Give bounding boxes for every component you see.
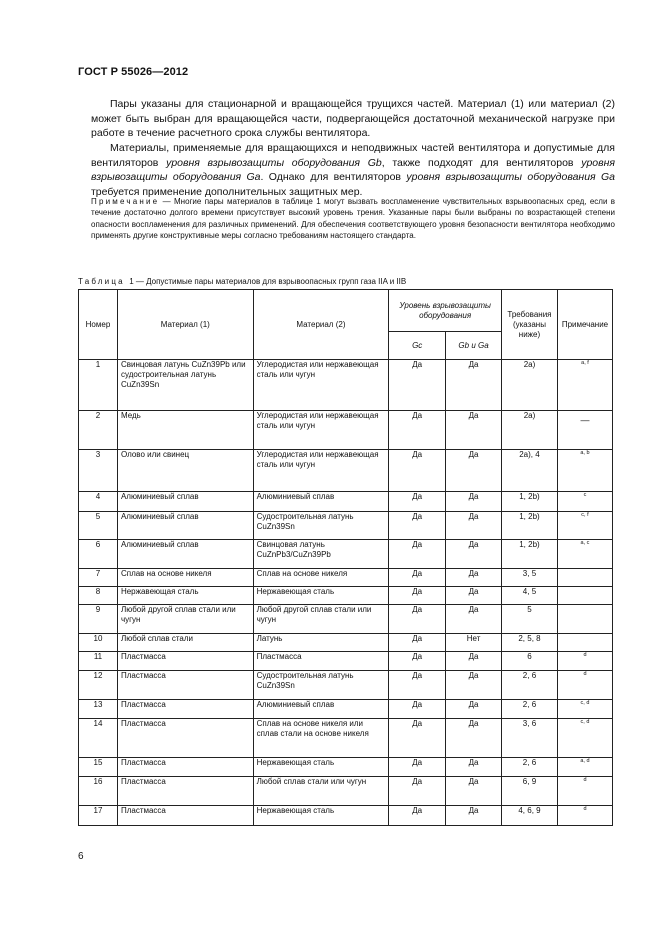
header-material-2: Материал (2) — [253, 290, 389, 360]
row-material-2: Судостроительная латунь CuZn39Sn — [253, 671, 389, 700]
row-note: c, f — [557, 512, 612, 540]
row-requirements: 3, 6 — [501, 719, 557, 758]
table-caption-text: 1 — Допустимые пары материалов для взрывоопасных групп газа IIA и IIB — [129, 277, 407, 286]
row-gb-ga: Да — [446, 540, 502, 569]
row-requirements: 1, 2b) — [501, 492, 557, 512]
row-note: d — [557, 652, 612, 671]
table-caption — [78, 277, 406, 286]
table-row — [79, 671, 613, 700]
row-material-2: Нержавеющая сталь — [253, 587, 389, 605]
row-material-1: Пластмасса — [117, 700, 253, 719]
header-material-1: Материал (1) — [117, 290, 253, 360]
row-note: d — [557, 777, 612, 806]
row-material-1: Пластмасса — [117, 719, 253, 758]
table-row — [79, 512, 613, 540]
header-gc: Gc — [389, 332, 446, 360]
row-requirements: 4, 5 — [501, 587, 557, 605]
row-requirements: 2, 6 — [501, 671, 557, 700]
row-material-2: Судостроительная латунь CuZn39Sn — [253, 512, 389, 540]
row-requirements: 2а) — [501, 411, 557, 450]
row-gc: Да — [389, 450, 446, 492]
row-gb-ga: Да — [446, 492, 502, 512]
table-row — [79, 652, 613, 671]
row-gb-ga: Да — [446, 671, 502, 700]
row-material-1: Нержавеющая сталь — [117, 587, 253, 605]
row-requirements: 2, 6 — [501, 758, 557, 777]
row-gb-ga: Да — [446, 758, 502, 777]
row-gb-ga: Да — [446, 700, 502, 719]
row-note — [557, 569, 612, 587]
row-note: c, d — [557, 700, 612, 719]
row-gb-ga: Да — [446, 652, 502, 671]
row-material-2: Углеродистая или нержавеющая сталь или чугун — [253, 450, 389, 492]
row-gb-ga: Да — [446, 450, 502, 492]
materials-table — [78, 289, 613, 826]
row-number: 9 — [79, 605, 118, 634]
row-gc: Да — [389, 569, 446, 587]
row-note: a, d — [557, 758, 612, 777]
row-number: 6 — [79, 540, 118, 569]
table-row — [79, 700, 613, 719]
row-requirements: 3, 5 — [501, 569, 557, 587]
row-material-1: Пластмасса — [117, 671, 253, 700]
table-row — [79, 758, 613, 777]
row-gb-ga: Да — [446, 806, 502, 826]
table-row — [79, 605, 613, 634]
document-header: ГОСТ Р 55026—2012 — [78, 66, 189, 78]
row-material-1: Любой сплав стали — [117, 634, 253, 652]
row-number: 12 — [79, 671, 118, 700]
row-note — [557, 634, 612, 652]
row-material-2: Нержавеющая сталь — [253, 758, 389, 777]
table-row — [79, 569, 613, 587]
header-note: Примечание — [557, 290, 612, 360]
table-row — [79, 411, 613, 450]
row-number: 11 — [79, 652, 118, 671]
row-gb-ga: Нет — [446, 634, 502, 652]
row-gc: Да — [389, 512, 446, 540]
row-material-1: Алюминиевый сплав — [117, 492, 253, 512]
header-gb-ga: Gb и Ga — [446, 332, 502, 360]
row-gc: Да — [389, 719, 446, 758]
table-row — [79, 492, 613, 512]
table-row — [79, 634, 613, 652]
row-requirements: 2а), 4 — [501, 450, 557, 492]
row-material-2: Любой сплав стали или чугун — [253, 777, 389, 806]
row-material-2: Пластмасса — [253, 652, 389, 671]
row-material-2: Углеродистая или нержавеющая сталь или чугун — [253, 360, 389, 411]
row-number: 5 — [79, 512, 118, 540]
row-gb-ga: Да — [446, 360, 502, 411]
row-note: c — [557, 492, 612, 512]
row-gc: Да — [389, 700, 446, 719]
row-material-2: Сплав на основе никеля или сплав стали на основе никеля — [253, 719, 389, 758]
row-gc: Да — [389, 806, 446, 826]
table-row — [79, 587, 613, 605]
table-row — [79, 450, 613, 492]
row-requirements: 6 — [501, 652, 557, 671]
row-number: 13 — [79, 700, 118, 719]
row-requirements: 5 — [501, 605, 557, 634]
row-note — [557, 587, 612, 605]
row-number: 1 — [79, 360, 118, 411]
table-row — [79, 540, 613, 569]
row-gc: Да — [389, 411, 446, 450]
row-gc: Да — [389, 605, 446, 634]
table-row — [79, 719, 613, 758]
row-number: 2 — [79, 411, 118, 450]
note-text: — Многие пары материалов в таблице 1 могут вызвать воспламенение чувствительных взрывоопасных сред, если в течение достаточно долгого времени присутствует высокий уровень трения. Указанные пары были выбраны по возрастающей степени опасности воспламенения для различных применений. Для обеспечения соответствующего уровня безопасности вентилятора необходимо применять другие конструктивные меры согласно требованиям настоящего стандарта. — [91, 197, 615, 240]
row-material-1: Пластмасса — [117, 777, 253, 806]
row-material-2: Алюминиевый сплав — [253, 492, 389, 512]
row-material-1: Свинцовая латунь CuZn39Pb или судостроительная латунь CuZn39Sn — [117, 360, 253, 411]
row-requirements: 6, 9 — [501, 777, 557, 806]
row-material-1: Медь — [117, 411, 253, 450]
row-material-2: Любой другой сплав стали или чугун — [253, 605, 389, 634]
row-requirements: 2а) — [501, 360, 557, 411]
row-material-1: Сплав на основе никеля — [117, 569, 253, 587]
row-note: d — [557, 671, 612, 700]
row-number: 17 — [79, 806, 118, 826]
row-material-1: Алюминиевый сплав — [117, 540, 253, 569]
row-gb-ga: Да — [446, 411, 502, 450]
row-note: a, c — [557, 540, 612, 569]
row-requirements: 2, 6 — [501, 700, 557, 719]
row-material-1: Пластмасса — [117, 758, 253, 777]
row-gc: Да — [389, 587, 446, 605]
row-gb-ga: Да — [446, 605, 502, 634]
row-material-2: Свинцовая латунь CuZnPb3/CuZn39Pb — [253, 540, 389, 569]
row-gb-ga: Да — [446, 719, 502, 758]
row-number: 16 — [79, 777, 118, 806]
row-material-2: Алюминиевый сплав — [253, 700, 389, 719]
row-gc: Да — [389, 540, 446, 569]
row-requirements: 2, 5, 8 — [501, 634, 557, 652]
row-number: 10 — [79, 634, 118, 652]
row-material-1: Пластмасса — [117, 806, 253, 826]
row-note — [557, 605, 612, 634]
row-requirements: 1, 2b) — [501, 512, 557, 540]
row-material-1: Олово или свинец — [117, 450, 253, 492]
header-number: Номер — [79, 290, 118, 360]
row-note: c, d — [557, 719, 612, 758]
row-note: — — [557, 411, 612, 450]
row-number: 14 — [79, 719, 118, 758]
row-gb-ga: Да — [446, 587, 502, 605]
note-label: Примечание — [91, 197, 160, 206]
row-number: 8 — [79, 587, 118, 605]
row-material-1: Пластмасса — [117, 652, 253, 671]
row-gc: Да — [389, 492, 446, 512]
row-material-2: Нержавеющая сталь — [253, 806, 389, 826]
row-material-2: Латунь — [253, 634, 389, 652]
row-material-1: Алюминиевый сплав — [117, 512, 253, 540]
table-caption-label: Таблица — [78, 277, 125, 286]
row-gc: Да — [389, 634, 446, 652]
row-number: 3 — [79, 450, 118, 492]
row-material-1: Любой другой сплав стали или чугун — [117, 605, 253, 634]
paragraph-1: Пары указаны для стационарной и вращающейся трущихся частей. Материал (1) или материал (2) может быть выбран для вращающейся части, подвергающейся достаточной механической нагрузке при работе в течение расчетного срока службы вентилятора. — [91, 98, 615, 139]
row-gc: Да — [389, 777, 446, 806]
row-note: a, f — [557, 360, 612, 411]
row-material-2: Сплав на основе никеля — [253, 569, 389, 587]
table-row — [79, 360, 613, 411]
row-gb-ga: Да — [446, 512, 502, 540]
paragraph-2 — [91, 141, 615, 199]
table-row — [79, 806, 613, 826]
row-material-2: Углеродистая или нержавеющая сталь или чугун — [253, 411, 389, 450]
page-number: 6 — [78, 851, 84, 862]
row-requirements: 4, 6, 9 — [501, 806, 557, 826]
row-number: 4 — [79, 492, 118, 512]
header-protection-level: Уровень взрывозащиты оборудования — [389, 290, 502, 332]
row-number: 15 — [79, 758, 118, 777]
row-gc: Да — [389, 758, 446, 777]
header-requirements: Требования (указаны ниже) — [501, 290, 557, 360]
paragraph-2-text: Материалы, применяемые для вращающихся и неподвижных частей вентилятора и допустимые для вентиляторов уровня взрывозащиты оборудования Gb, также подходят для вентиляторов уровня взрывозащиты оборудования Ga. Однако для вентиляторов уровня взрывозащиты оборудования Ga требуется применение дополнительных защитных мер. — [91, 142, 615, 198]
row-note: d — [557, 806, 612, 826]
note-block — [91, 196, 615, 241]
row-number: 7 — [79, 569, 118, 587]
row-gc: Да — [389, 671, 446, 700]
row-requirements: 1, 2b) — [501, 540, 557, 569]
row-gc: Да — [389, 652, 446, 671]
row-gb-ga: Да — [446, 777, 502, 806]
table-row — [79, 777, 613, 806]
row-gc: Да — [389, 360, 446, 411]
row-note: a, b — [557, 450, 612, 492]
row-gb-ga: Да — [446, 569, 502, 587]
